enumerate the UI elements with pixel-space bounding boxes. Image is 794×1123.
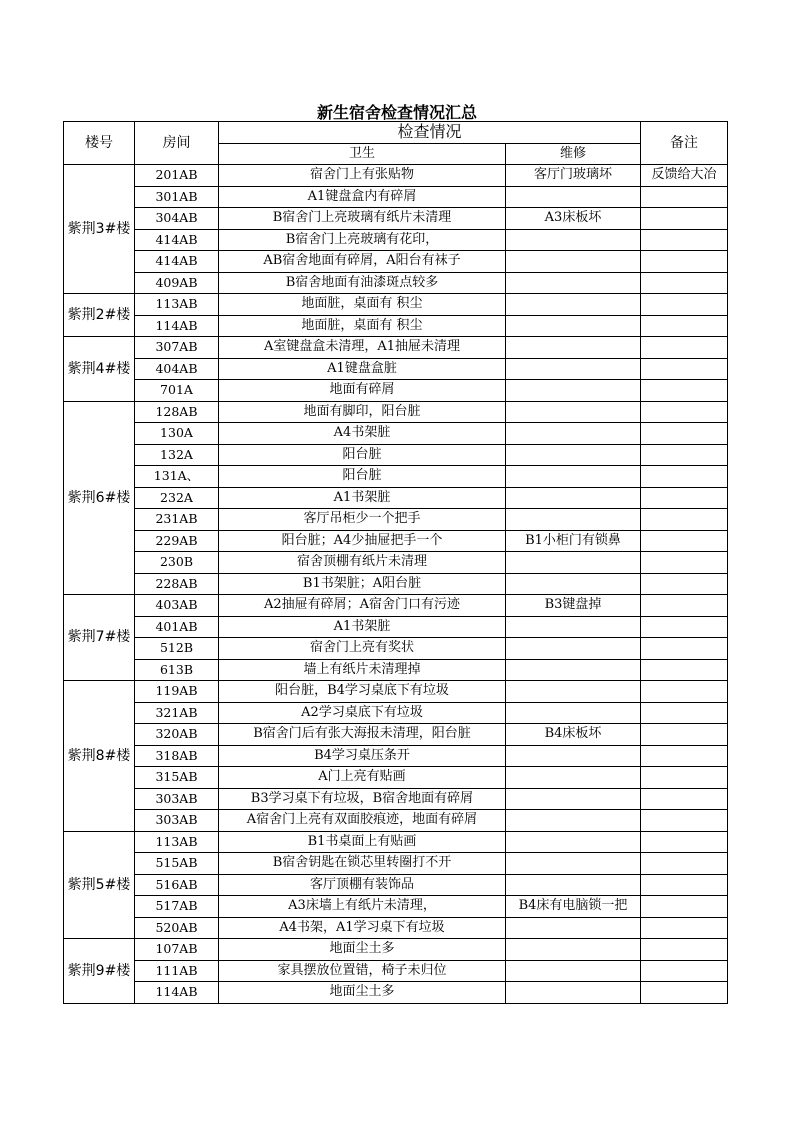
room-cell: 315AB [135,767,219,789]
room-cell: 303AB [135,810,219,832]
note-cell [641,444,728,466]
repair-cell [506,616,641,638]
hygiene-cell: B4学习桌压条开 [219,745,506,767]
repair-cell [506,874,641,896]
table-body [64,165,728,1004]
table-row [64,337,728,359]
room-cell: 517AB [135,896,219,918]
room-cell: 113AB [135,831,219,853]
table-row [64,767,728,789]
repair-cell [506,444,641,466]
repair-cell [506,702,641,724]
note-header: 备注 [641,122,728,165]
hygiene-cell: B宿舍门后有张大海报未清理，阳台脏 [219,724,506,746]
table-row [64,251,728,273]
table-row [64,272,728,294]
hygiene-cell: B1书架脏；A阳台脏 [219,573,506,595]
table-row [64,896,728,918]
room-cell: 128AB [135,401,219,423]
hygiene-cell: A3床墙上有纸片未清理， [219,896,506,918]
note-cell [641,595,728,617]
note-cell [641,659,728,681]
hygiene-header: 卫生 [219,143,506,165]
table-row [64,294,728,316]
hygiene-cell: 地面有脚印，阳台脏 [219,401,506,423]
table-row [64,788,728,810]
note-cell [641,358,728,380]
building-cell: 紫荆4#楼 [64,337,135,402]
room-cell: 201AB [135,165,219,187]
note-cell [641,724,728,746]
note-cell [641,423,728,445]
hygiene-cell: A1键盘盒脏 [219,358,506,380]
repair-cell [506,767,641,789]
repair-cell [506,982,641,1004]
room-cell: 111AB [135,960,219,982]
hygiene-cell: A室键盘盒未清理，A1抽屉未清理 [219,337,506,359]
note-cell [641,573,728,595]
repair-cell: B4床有电脑锁一把 [506,896,641,918]
building-cell: 紫荆6#楼 [64,401,135,595]
note-cell [641,616,728,638]
repair-cell [506,186,641,208]
building-cell: 紫荆7#楼 [64,595,135,681]
note-cell [641,509,728,531]
page-title: 新生宿舍检查情况汇总 [316,103,477,122]
table-row [64,745,728,767]
hygiene-cell: 地面脏，桌面有 积尘 [219,315,506,337]
room-cell: 114AB [135,982,219,1004]
repair-cell [506,939,641,961]
room-cell: 231AB [135,509,219,531]
room-cell: 520AB [135,917,219,939]
repair-cell [506,831,641,853]
room-cell: 401AB [135,616,219,638]
hygiene-cell: 宿舍顶棚有纸片未清理 [219,552,506,574]
hygiene-cell: A1键盘盒内有碎屑 [219,186,506,208]
repair-cell [506,466,641,488]
inspection-table [63,121,728,1004]
repair-cell [506,745,641,767]
table-row [64,917,728,939]
table-row [64,638,728,660]
note-cell [641,853,728,875]
note-cell [641,681,728,703]
room-cell: 515AB [135,853,219,875]
table-row [64,401,728,423]
room-cell: 130A [135,423,219,445]
note-cell [641,487,728,509]
repair-cell [506,358,641,380]
hygiene-cell: B3学习桌下有垃圾，B宿舍地面有碎屑 [219,788,506,810]
repair-cell [506,853,641,875]
table-row [64,982,728,1004]
hygiene-cell: 阳台脏；A4少抽屉把手一个 [219,530,506,552]
hygiene-cell: 阳台脏，B4学习桌底下有垃圾 [219,681,506,703]
repair-cell [506,251,641,273]
room-cell: 228AB [135,573,219,595]
room-cell: 114AB [135,315,219,337]
hygiene-cell: 地面有碎屑 [219,380,506,402]
repair-cell: B3键盘掉 [506,595,641,617]
hygiene-cell: B宿舍地面有油漆斑点较多 [219,272,506,294]
building-cell: 紫荆2#楼 [64,294,135,337]
room-cell: 301AB [135,186,219,208]
hygiene-cell: 客厅吊柜少一个把手 [219,509,506,531]
room-cell: 318AB [135,745,219,767]
room-cell: 320AB [135,724,219,746]
note-cell [641,960,728,982]
repair-cell: B4床板坏 [506,724,641,746]
room-cell: 414AB [135,251,219,273]
table-row [64,229,728,251]
room-cell: 230B [135,552,219,574]
table-row [64,380,728,402]
hygiene-cell: A门上亮有贴画 [219,767,506,789]
table-row [64,509,728,531]
room-cell: 321AB [135,702,219,724]
table-row [64,939,728,961]
table-row [64,810,728,832]
note-cell [641,917,728,939]
table-row [64,552,728,574]
note-cell [641,552,728,574]
hygiene-cell: A宿舍门上亮有双面胶痕迹，地面有碎屑 [219,810,506,832]
repair-cell [506,272,641,294]
hygiene-cell: 阳台脏 [219,444,506,466]
room-cell: 131A、 [135,466,219,488]
table-row [64,831,728,853]
repair-cell [506,380,641,402]
room-cell: 414AB [135,229,219,251]
table-row [64,315,728,337]
repair-cell [506,229,641,251]
note-cell: 反馈给大冶 [641,165,728,187]
hygiene-cell: 阳台脏 [219,466,506,488]
repair-cell [506,487,641,509]
repair-cell [506,810,641,832]
building-cell: 紫荆5#楼 [64,831,135,939]
hygiene-cell: B1书桌面上有贴画 [219,831,506,853]
repair-cell [506,960,641,982]
hygiene-cell: B宿舍门上亮玻璃有花印， [219,229,506,251]
room-cell: 403AB [135,595,219,617]
hygiene-cell: 家具摆放位置错，椅子未归位 [219,960,506,982]
note-cell [641,745,728,767]
note-cell [641,896,728,918]
repair-cell: B1小柜门有锁鼻 [506,530,641,552]
note-cell [641,380,728,402]
note-cell [641,272,728,294]
table-row [64,444,728,466]
note-cell [641,337,728,359]
table-row [64,595,728,617]
note-cell [641,401,728,423]
note-cell [641,702,728,724]
room-cell: 613B [135,659,219,681]
note-cell [641,315,728,337]
table-row [64,681,728,703]
hygiene-cell: A1书架脏 [219,616,506,638]
note-cell [641,767,728,789]
hygiene-cell: B宿舍钥匙在锁芯里转圈打不开 [219,853,506,875]
note-cell [641,208,728,230]
hygiene-cell: 地面脏，桌面有 积尘 [219,294,506,316]
repair-cell [506,509,641,531]
note-cell [641,939,728,961]
table-row [64,165,728,187]
hygiene-cell: A2抽屉有碎屑；A宿舍门口有污迹 [219,595,506,617]
room-header: 房间 [135,122,219,165]
repair-header: 维修 [506,143,641,165]
hygiene-cell: 宿舍门上有张贴物 [219,165,506,187]
table-row [64,186,728,208]
note-cell [641,530,728,552]
table-row [64,853,728,875]
hygiene-cell: 地面尘土多 [219,939,506,961]
table-row [64,208,728,230]
building-cell: 紫荆8#楼 [64,681,135,832]
room-cell: 304AB [135,208,219,230]
note-cell [641,982,728,1004]
room-cell: 113AB [135,294,219,316]
repair-cell: A3床板坏 [506,208,641,230]
note-cell [641,831,728,853]
hygiene-cell: A1书架脏 [219,487,506,509]
room-cell: 232A [135,487,219,509]
room-cell: 303AB [135,788,219,810]
hygiene-cell: A4书架脏 [219,423,506,445]
note-cell [641,294,728,316]
hygiene-cell: 宿舍门上亮有奖状 [219,638,506,660]
note-cell [641,186,728,208]
room-cell: 229AB [135,530,219,552]
building-cell: 紫荆9#楼 [64,939,135,1004]
table-row [64,358,728,380]
table-row [64,530,728,552]
room-cell: 512B [135,638,219,660]
note-cell [641,810,728,832]
room-cell: 516AB [135,874,219,896]
table-row [64,466,728,488]
repair-cell [506,917,641,939]
table-row [64,702,728,724]
repair-cell [506,337,641,359]
repair-cell [506,573,641,595]
repair-cell [506,638,641,660]
table-row [64,659,728,681]
hygiene-cell: A4书架，A1学习桌下有垃圾 [219,917,506,939]
header-row [64,122,728,144]
table-row [64,724,728,746]
building-cell: 紫荆3#楼 [64,165,135,294]
repair-cell: 客厅门玻璃坏 [506,165,641,187]
room-cell: 307AB [135,337,219,359]
hygiene-cell: 墙上有纸片未清理掉 [219,659,506,681]
room-cell: 119AB [135,681,219,703]
repair-cell [506,681,641,703]
hygiene-cell: A2学习桌底下有垃圾 [219,702,506,724]
hygiene-cell: AB宿舍地面有碎屑，A阳台有袜子 [219,251,506,273]
table-row [64,960,728,982]
table-row [64,874,728,896]
room-cell: 701A [135,380,219,402]
room-cell: 107AB [135,939,219,961]
note-cell [641,638,728,660]
table-row [64,487,728,509]
table-row [64,616,728,638]
inspection-header: 检查情况 [219,122,641,144]
repair-cell [506,401,641,423]
room-cell: 404AB [135,358,219,380]
repair-cell [506,423,641,445]
note-cell [641,788,728,810]
hygiene-cell: B宿舍门上亮玻璃有纸片未清理 [219,208,506,230]
note-cell [641,874,728,896]
repair-cell [506,552,641,574]
repair-cell [506,659,641,681]
hygiene-cell: 客厅顶棚有装饰品 [219,874,506,896]
table-row [64,423,728,445]
table-row [64,573,728,595]
hygiene-cell: 地面尘土多 [219,982,506,1004]
note-cell [641,229,728,251]
repair-cell [506,294,641,316]
room-cell: 409AB [135,272,219,294]
repair-cell [506,315,641,337]
room-cell: 132A [135,444,219,466]
building-header: 楼号 [64,122,135,165]
note-cell [641,251,728,273]
repair-cell [506,788,641,810]
note-cell [641,466,728,488]
